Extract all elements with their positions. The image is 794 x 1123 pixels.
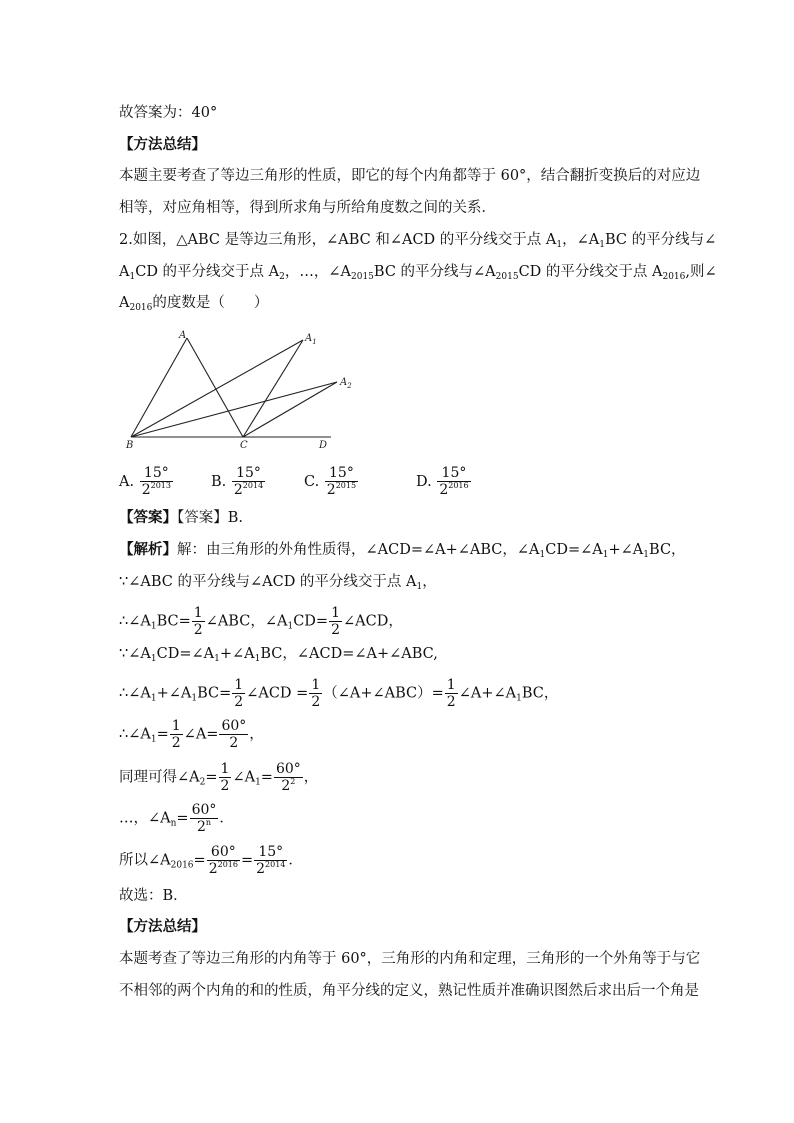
question-line: $A_{2016}$的度数是（ ）	[119, 295, 269, 313]
method-summary-heading: 【方法总结】	[119, 918, 206, 935]
label-A1: $A_1$	[305, 333, 317, 346]
label-D: D	[319, 440, 328, 451]
option-d[interactable]: D. $\frac{15^\circ}{2^{2016}}$	[416, 465, 469, 498]
option-b[interactable]: B. $\frac{15^\circ}{2^{2014}}$	[211, 465, 264, 498]
option-a[interactable]: A. $\frac{15^\circ}{2^{2013}}$	[119, 465, 171, 498]
segment-AC	[187, 338, 243, 437]
paragraph-line: 不相邻的两个内角的和的性质，角平分线的定义，熟记性质并准确识图然后求出后一个角是	[119, 983, 699, 999]
analysis-line: ∵∠ABC 的平分线与∠ACD 的平分线交于点 $A_1$，	[119, 574, 437, 592]
analysis-line: $\because\angle A_1CD=\angle A_1+\angle A_1BC$，∠ACD=∠A+∠ABC,	[119, 646, 438, 664]
geometry-figure	[120, 325, 360, 455]
segment-BA2	[131, 382, 337, 437]
analysis-line: …，$\angle A_n=$ $\frac{60^\circ}{2^n}$ ．	[119, 802, 234, 835]
segment-BA	[131, 338, 187, 437]
answer-label: 【答案】【答案】B.	[119, 509, 244, 526]
analysis-line: $\therefore\angle A_1=$ $\frac{1}{2}$ ∠A= $\frac{60^\circ}{2}$ ，	[119, 718, 264, 751]
segment-CA1	[243, 340, 303, 437]
answer-line: 故答案为：40°	[119, 105, 218, 121]
label-B: B	[126, 440, 134, 451]
analysis-line: 同理可得$\angle A_2=$ $\frac{1}{2}$ $\angle A_1=$ $\frac{60^\circ}{2^2}$ ，	[119, 761, 319, 794]
segment-CA2	[243, 382, 337, 437]
option-c[interactable]: C. $\frac{15^\circ}{2^{2015}}$	[304, 465, 357, 498]
label-A2: $A_2$	[340, 377, 352, 390]
question-line: $A_1CD$ 的平分线交于点 $A_2$，…，$\angle A_{2015}BC$ 的平分线与$\angle A_{2015}CD$ 的平分线交于点 $A_{2016}$,则∠	[119, 264, 717, 282]
analysis-line: $\therefore\angle A_1+\angle A_1BC=$ $\frac{1}{2}$ ∠ACD = $\frac{1}{2}$ （∠A+∠ABC）= $\frac{1}{2}$ $\angle A+\angle A_1BC$，	[119, 677, 559, 710]
paragraph-line: 本题考查了等边三角形的内角等于 60°，三角形的内角和定理，三角形的一个外角等于与它	[119, 951, 701, 967]
method-summary-heading: 【方法总结】	[119, 136, 206, 153]
paragraph-line: 本题主要考查了等边三角形的性质，即它的每个内角都等于 60°，结合翻折变换后的对应边	[119, 168, 701, 184]
question-line: 2.如图，△ABC 是等边三角形，∠ABC 和∠ACD 的平分线交于点 $A_1$，$\angle A_1BC$ 的平分线与∠	[119, 232, 717, 250]
analysis-line: 所以$\angle A_{2016}=$ $\frac{60^\circ}{2^{2016}}$ = $\frac{15^\circ}{2^{2014}}$ ．	[119, 844, 303, 877]
label-C: C	[240, 440, 248, 451]
label-A: A	[179, 330, 187, 341]
choice-line: 故选：B．	[119, 888, 188, 904]
analysis-line: $\therefore\angle A_1BC=$ $\frac{1}{2}$ ∠ABC，$\angle A_1CD=$ $\frac{1}{2}$ ∠ACD，	[119, 605, 403, 638]
segment-BA1	[131, 340, 303, 437]
analysis-line: 【解析】解：由三角形的外角性质得，∠ACD=∠A+∠ABC，$\angle A_1CD=\angle A_1+\angle A_1BC$，	[119, 541, 686, 560]
paragraph-line: 相等，对应角相等，得到所求角与所给角度数之间的关系．	[119, 200, 496, 216]
